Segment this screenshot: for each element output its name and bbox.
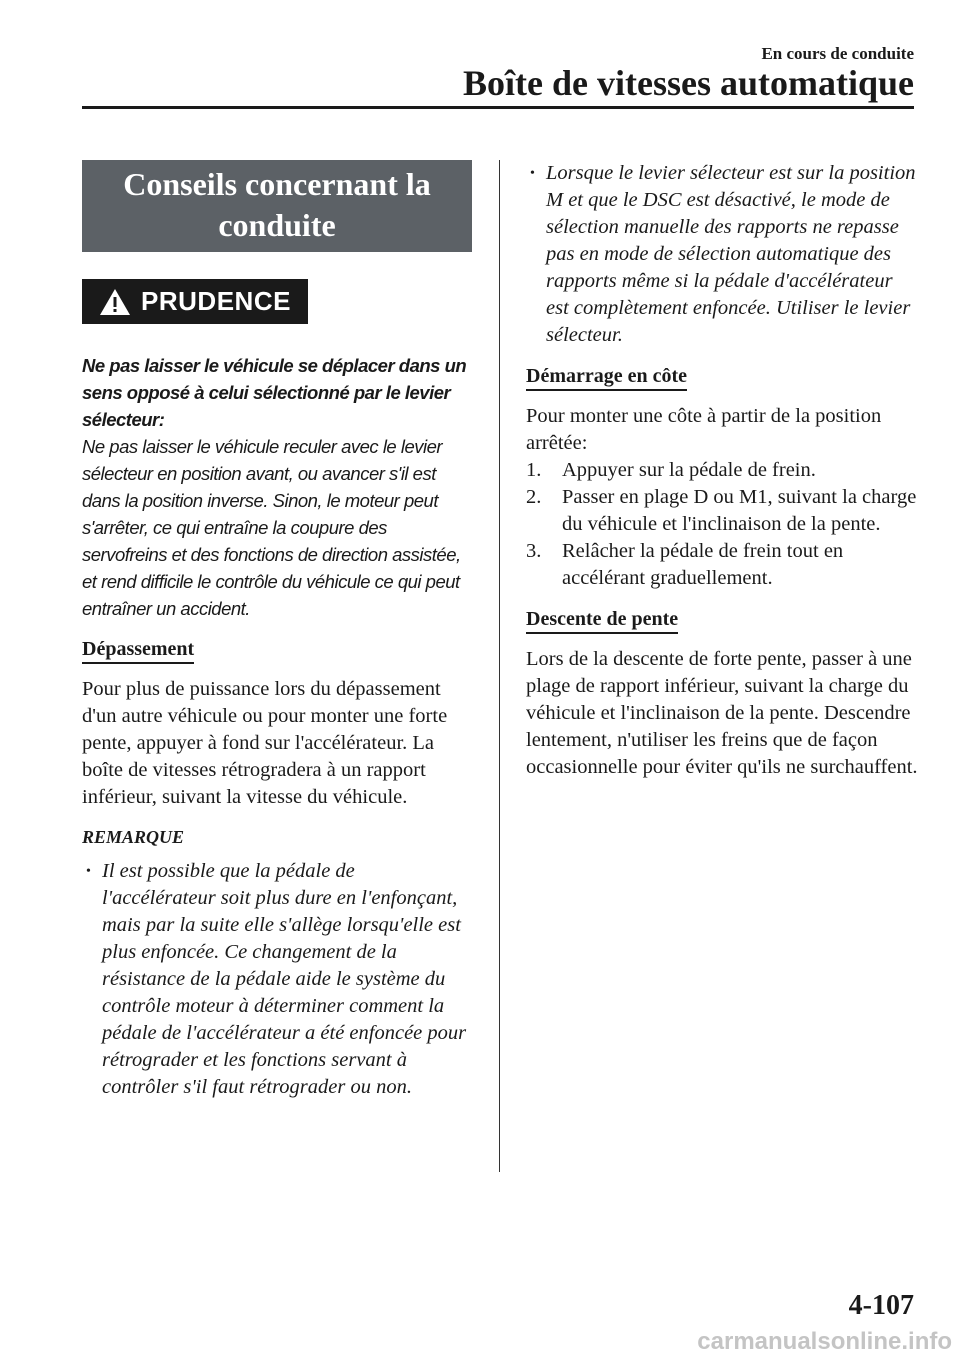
step-number: 2. (526, 486, 542, 508)
heading-demarrage-en-cote: Démarrage en côte (526, 365, 687, 391)
step-number: 1. (526, 459, 542, 481)
remark-item-text: Lorsque le levier sélecteur est sur la position M et que le DSC est désactivé, le mode de sélection manuelle des rapports ne repasse pas en mode de sélection automatique des rapports même si la pédale d'accélérateur est complètement enfoncée. Utiliser le levier sélecteur. (546, 162, 916, 346)
remark-list-continued (526, 160, 918, 349)
caution-badge (82, 279, 308, 324)
bullet-icon: • (530, 166, 535, 181)
bullet-icon: • (86, 864, 91, 879)
steps-list (526, 457, 918, 592)
step-number: 3. (526, 540, 542, 562)
page-number: 4-107 (848, 1290, 914, 1321)
heading-descente-de-pente: Descente de pente (526, 608, 678, 634)
column-divider (499, 160, 500, 1172)
remark-item (82, 858, 472, 1101)
watermark: carmanualsonline.info (697, 1328, 952, 1355)
section-banner: Conseils concernant la conduite (82, 160, 472, 252)
remark-list (82, 858, 472, 1101)
running-header-section: En cours de conduite (761, 44, 914, 63)
caution-body (82, 352, 472, 622)
caution-label: PRUDENCE (141, 286, 291, 316)
step-item (526, 457, 918, 484)
step-item (526, 484, 918, 538)
caution-bold-text: Ne pas laisser le véhicule se déplacer dans un sens opposé à celui sélectionné par le levier sélecteur: (82, 355, 467, 430)
step-text: Passer en plage D ou M1, suivant la charge du véhicule et l'inclinaison de la pente. (562, 486, 917, 535)
right-column (526, 160, 918, 781)
left-column (82, 160, 472, 1101)
intro-demarrage: Pour monter une côte à partir de la position arrêtée: (526, 405, 882, 454)
warning-triangle-icon (99, 288, 131, 316)
running-header-title: Boîte de vitesses automatique (463, 63, 914, 103)
body-depassement: Pour plus de puissance lors du dépassement d'un autre véhicule ou pour monter une forte pente, appuyer à fond sur l'accélérateur. La boîte de vitesses rétrogradera à un rapport inférieur, suivant la vitesse du véhicule. (82, 678, 448, 808)
remark-item-text: Il est possible que la pédale de l'accélérateur soit plus dure en l'enfonçant, mais par la suite elle s'allège lorsqu'elle est plus enfoncée. Ce changement de la résistance de la pédale aide le système du contrôle moteur à déterminer comment la pédale de l'accélérateur a été enfoncée pour rétrograder et les fonctions servant à contrôler s'il faut rétrograder ou non. (102, 860, 467, 1098)
body-descente: Lors de la descente de forte pente, passer à une plage de rapport inférieur, suivant la charge du véhicule et l'inclinaison de la pente. Descendre lentement, n'utiliser les freins que de façon occasionnelle pour éviter qu'ils ne surchauffent. (526, 648, 918, 778)
step-item (526, 538, 918, 592)
remark-item (526, 160, 918, 349)
step-text: Relâcher la pédale de frein tout en accélérant graduellement. (562, 540, 844, 589)
header-rule (82, 106, 914, 109)
step-text: Appuyer sur la pédale de frein. (562, 459, 816, 481)
heading-depassement: Dépassement (82, 638, 194, 664)
remark-label: REMARQUE (82, 827, 185, 847)
caution-text: Ne pas laisser le véhicule reculer avec le levier sélecteur en position avant, ou avancer s'il est dans la position inverse. Sinon, le moteur peut s'arrêter, ce qui entraîne la coupure des servofreins et des fonctions de direction assistée, et rend difficile le contrôle du véhicule ce qui peut entraîner un accident. (82, 436, 461, 619)
